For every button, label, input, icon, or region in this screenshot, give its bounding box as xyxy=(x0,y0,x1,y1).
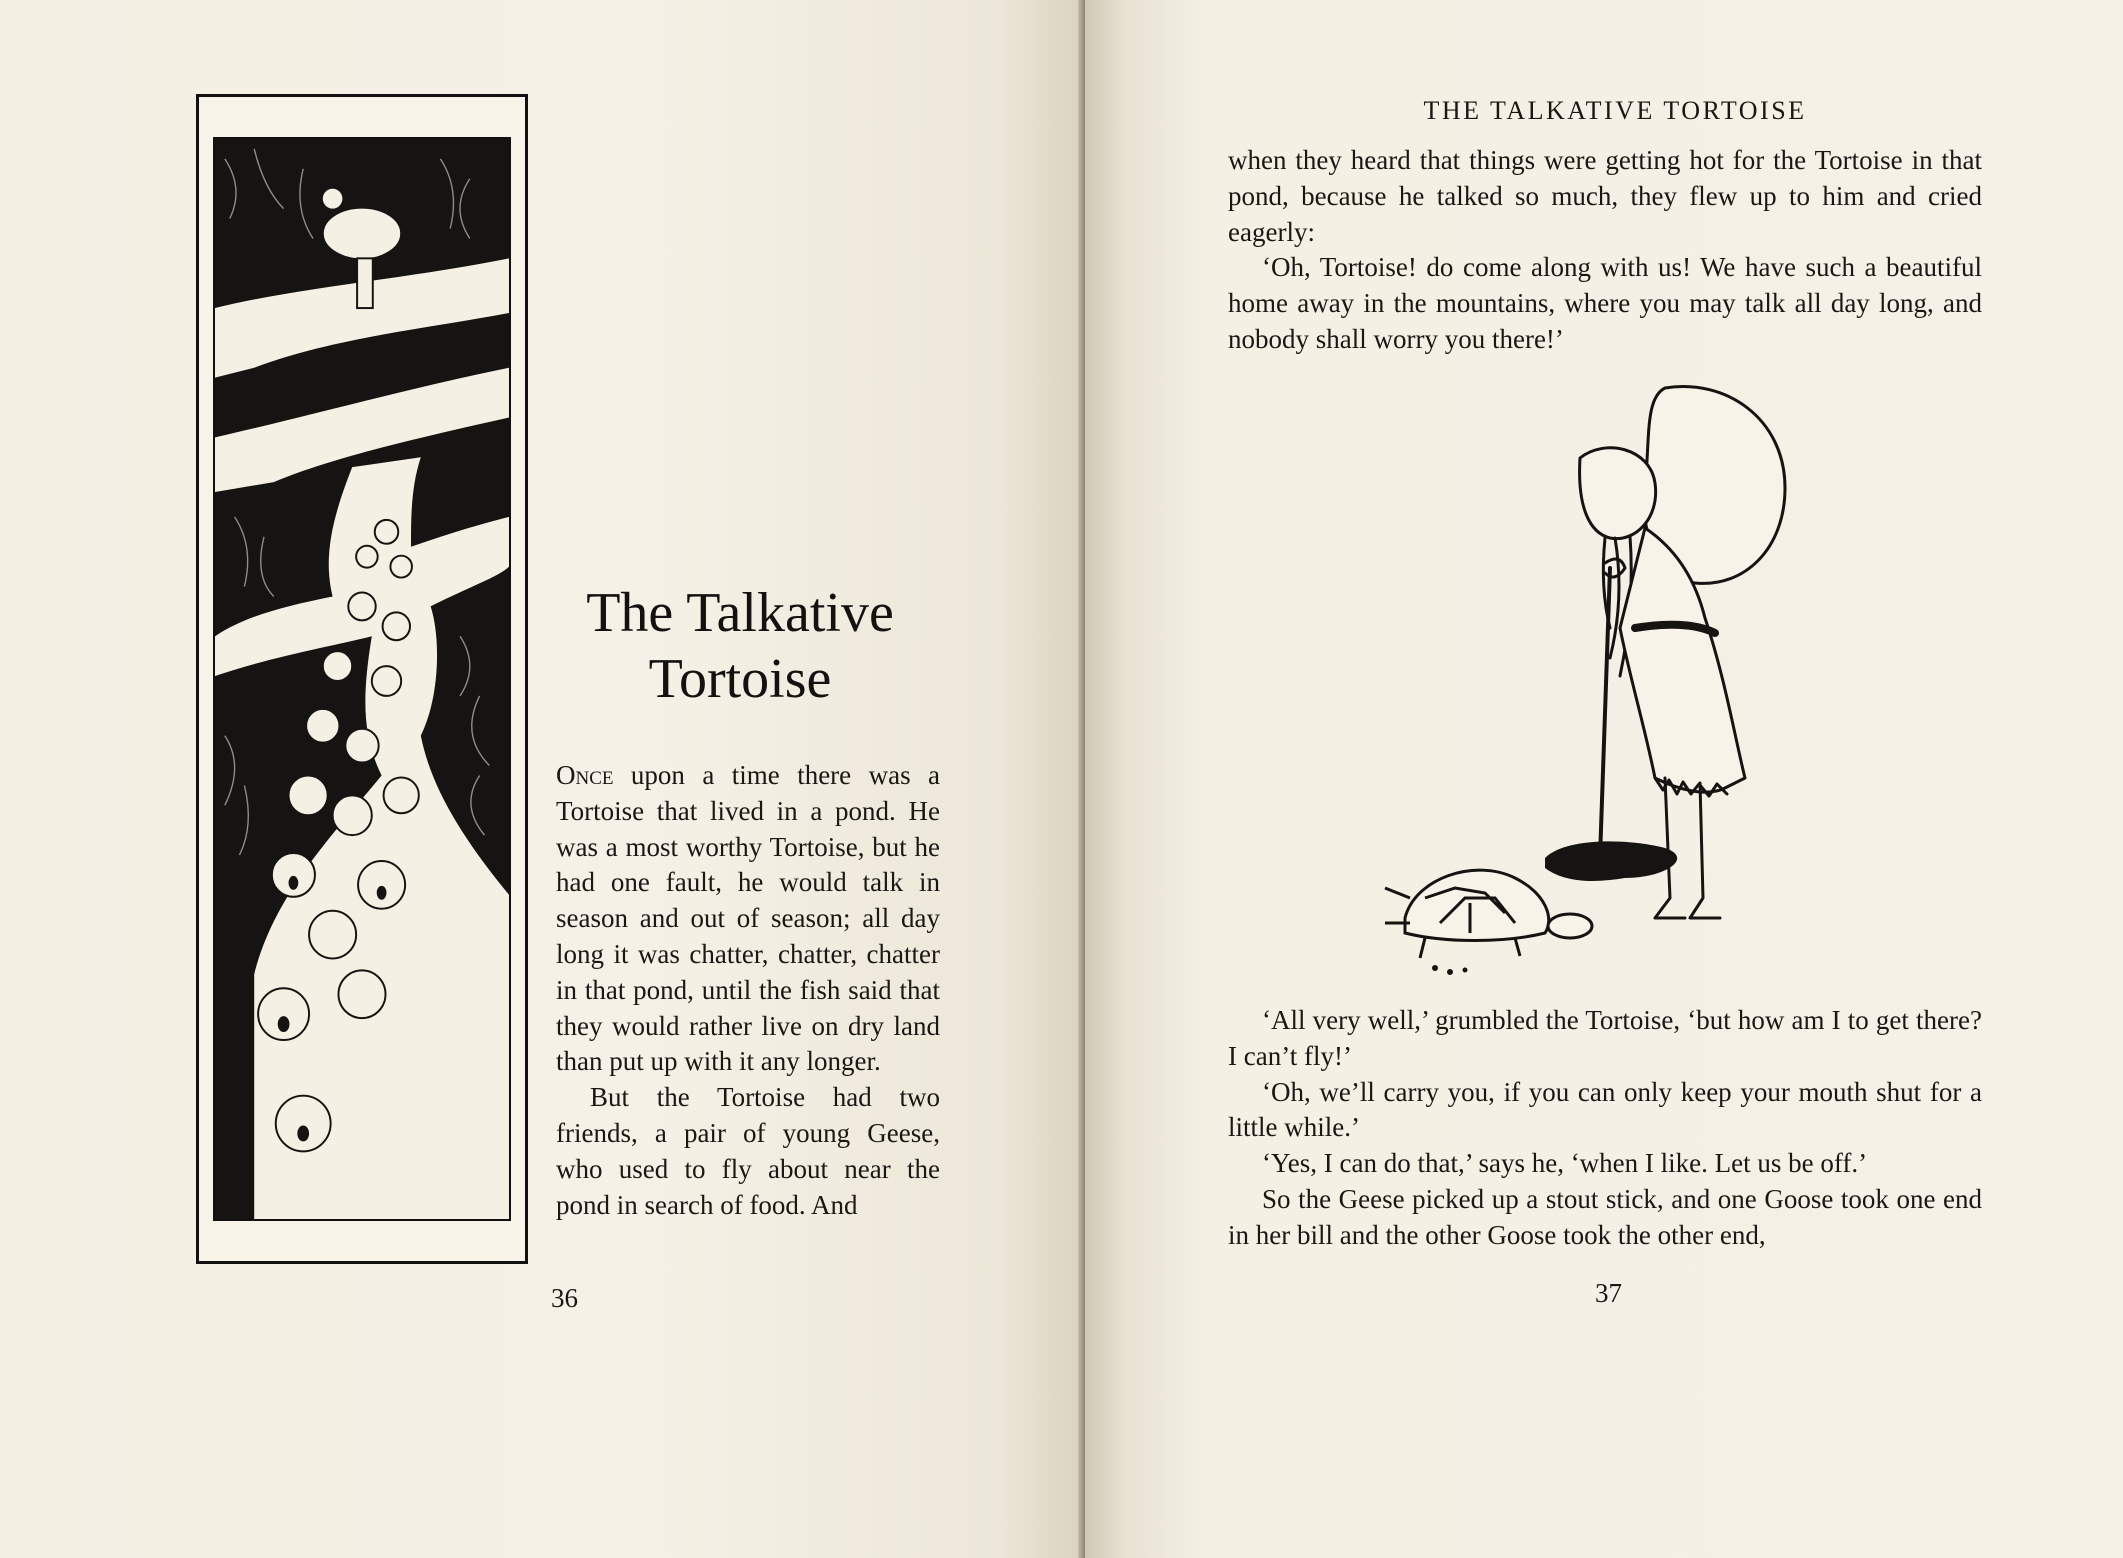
crowd-illustration-icon xyxy=(213,137,511,1221)
paragraph-stick: So the Geese picked up a stout stick, and one Goose took one end in her bill and the other Goose took the other end, xyxy=(1228,1183,1982,1250)
chapter-title-line2: Tortoise xyxy=(648,648,832,710)
paragraph-opening xyxy=(556,758,940,1080)
page-number-left: 36 xyxy=(551,1283,578,1313)
paragraph-carry: ‘Oh, we’ll carry you, if you can only keep your mouth shut for a little while.’ xyxy=(1228,1076,1982,1143)
drop-lead-word: Once xyxy=(556,760,614,790)
chapter-title-line1: The Talkative xyxy=(586,582,894,644)
page-number-right: 37 xyxy=(1595,1278,1622,1308)
paragraph-grumble: ‘All very well,’ grumbled the Tortoise, ‘but how am I to get there? I can’t fly!’ xyxy=(1228,1005,1982,1071)
paragraph-yes: ‘Yes, I can do that,’ says he, ‘when I like. Let us be off.’ xyxy=(1262,1148,1868,1179)
paragraph-friends: But the Tortoise had two friends, a pair of young Geese, who used to fly about near the pond in search of food. And xyxy=(556,1082,940,1220)
left-body-text xyxy=(556,758,940,1223)
paragraph-geese-invite: ‘Oh, Tortoise! do come along with us! We have such a beautiful home away in the mountains, where you may talk all day long, and nobody shall worry you there!’ xyxy=(1228,252,1982,354)
paragraph-continued: when they heard that things were getting hot for the Tortoise in that pond, because he talked so much, they flew up to him and cried eagerly: xyxy=(1228,145,1982,247)
right-body-text-top xyxy=(1228,143,1982,358)
paragraph-opening-text: upon a time there was a Tortoise that lived in a pond. He was a most worthy Tortoise, but he had one fault, he would talk in season and out of season; all day long it was chatter, chatter, chatter in that pond, until the fish said that they would rather live on dry land than put up with it any longer. xyxy=(556,760,940,1077)
chapter-title xyxy=(540,580,940,712)
illustration-frame xyxy=(196,94,528,1264)
running-head: THE TALKATIVE TORTOISE xyxy=(1423,96,1807,125)
old-man-and-tortoise-icon xyxy=(1365,378,1845,978)
right-body-text-bottom xyxy=(1228,1003,1982,1254)
